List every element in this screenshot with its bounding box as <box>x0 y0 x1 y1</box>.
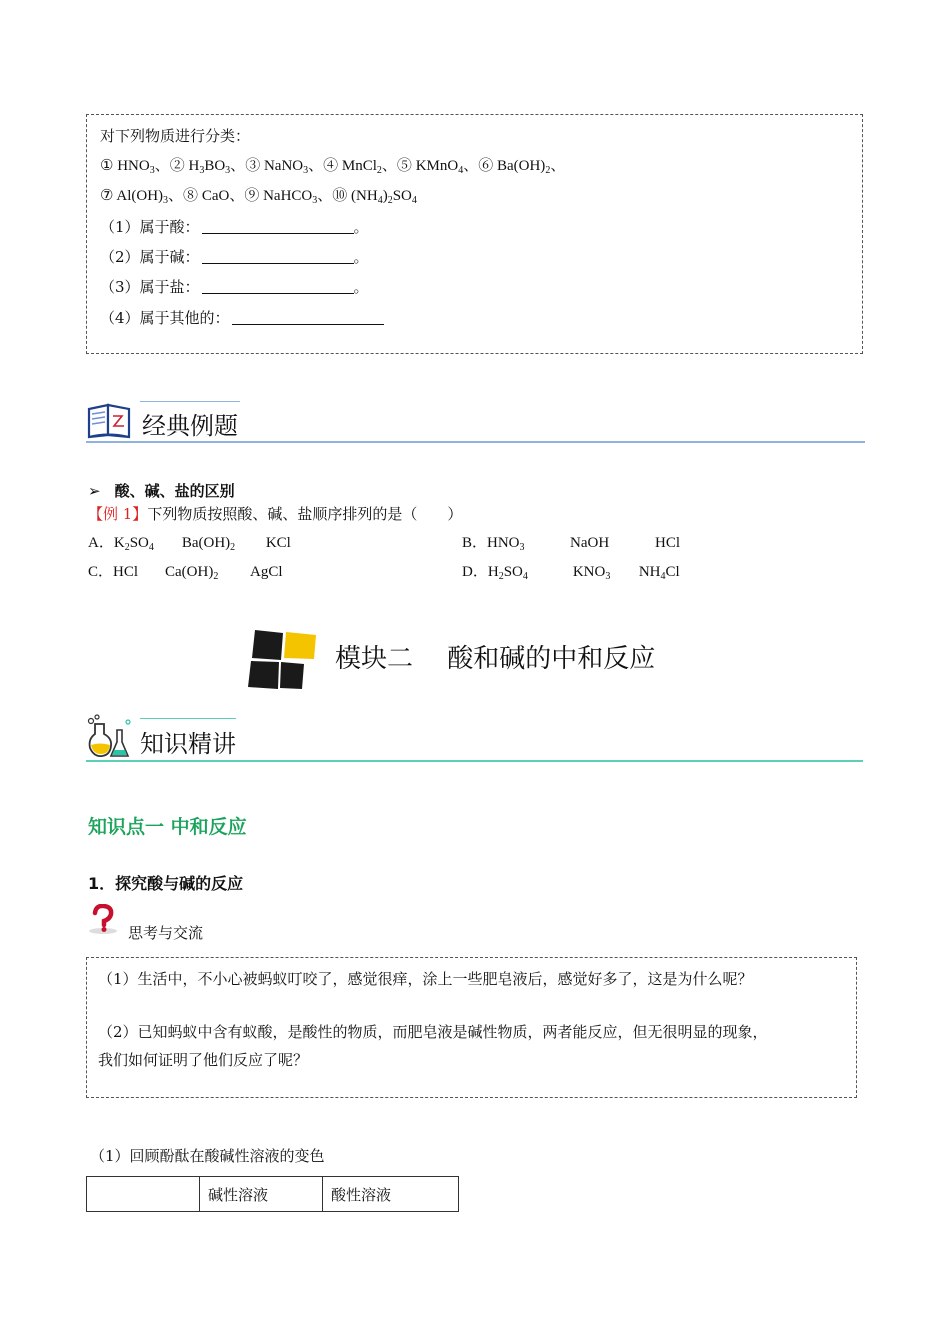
exercise-question-1: （1）属于酸： 。 <box>100 218 369 236</box>
exercise-items-line1 <box>100 156 565 176</box>
flask-icon <box>86 714 132 760</box>
answer-blank[interactable] <box>232 310 384 325</box>
knowledge-point-title: 知识点一 中和反应 <box>88 816 247 838</box>
option-A[interactable]: A．$K_2SO_4$ $Ba(OH)_2$ KCl <box>88 535 291 553</box>
exercise-items-line2 <box>100 186 417 206</box>
option-C[interactable]: C．HCl $Ca(OH)_2$ AgCl <box>88 564 283 582</box>
section-title-examples: 经典例题 <box>142 412 238 440</box>
substance-item: ① $HNO_3$、 <box>100 158 170 176</box>
subheading: 1．探究酸与碱的反应 <box>88 874 244 893</box>
book-icon <box>86 399 132 441</box>
review-title: （1）回顾酚酞在酸碱性溶液的变色 <box>90 1147 325 1165</box>
table-header-cell <box>87 1177 200 1212</box>
section-rule <box>86 441 865 443</box>
exercise-question-3: （3）属于盐： 。 <box>100 278 369 296</box>
exercise-question-2: （2）属于碱： 。 <box>100 248 369 266</box>
example-question: 【例 1】下列物质按照酸、碱、盐顺序排列的是（ ） <box>88 505 463 523</box>
section-title-overline <box>140 718 236 719</box>
substance-item: ⑧ CaO、 <box>183 188 245 204</box>
substance-item: ④ MnCl$_2$、 <box>323 158 397 176</box>
table-header-cell: 碱性溶液 <box>200 1177 323 1212</box>
discussion-question-2: （2）已知蚂蚁中含有蚁酸，是酸性的物质，而肥皂液是碱性物质，两者能反应，但无很明显的现象， <box>98 1023 768 1041</box>
table-header-cell: 酸性溶液 <box>323 1177 459 1212</box>
example-tag: 【例 1】 <box>88 505 148 523</box>
discussion-question-2-cont: 我们如何证明了他们反应了呢？ <box>98 1051 309 1069</box>
topic-heading: ➢ 酸、碱、盐的区别 <box>88 482 235 500</box>
indicator-table <box>86 1176 459 1212</box>
option-B[interactable]: B．$HNO_3$ NaOH HCl <box>462 535 681 553</box>
option-D[interactable]: D．$H_2SO_4$ $KNO_3$ $NH_4Cl$ <box>462 564 680 582</box>
table-row <box>87 1177 459 1212</box>
bullet-icon: ➢ <box>88 482 101 500</box>
substance-item: ⑦ $Al(OH)_3$、 <box>100 188 184 206</box>
substance-item: ② $H_3BO_3$、 <box>169 158 246 176</box>
section-title-overline <box>140 401 240 402</box>
answer-blank[interactable] <box>202 279 354 294</box>
answer-blank[interactable] <box>202 219 354 234</box>
question-mark-icon <box>86 904 122 936</box>
answer-blank[interactable] <box>202 249 354 264</box>
substance-item: ⑤ KMnO$_4$、 <box>396 158 479 176</box>
module-title: 模块二 酸和碱的中和反应 <box>335 644 656 674</box>
think-label: 思考与交流 <box>128 924 204 942</box>
module-blocks-icon <box>247 628 319 690</box>
substance-item: ⑩ $(NH_4)_2SO_4$ <box>332 188 417 206</box>
knowledge-rule <box>86 760 863 762</box>
substance-item: ③ NaNO$_3$、 <box>245 158 324 176</box>
substance-item: ⑥ $Ba(OH)_2$、 <box>478 158 566 176</box>
exercise-prompt: 对下列物质进行分类： <box>100 127 251 145</box>
discussion-question-1: （1）生活中，不小心被蚂蚁叮咬了，感觉很痒，涂上一些肥皂液后，感觉好多了，这是为什么呢？ <box>98 970 753 988</box>
substance-item: ⑨ NaHCO$_3$、 <box>244 188 333 206</box>
exercise-question-4: （4）属于其他的： <box>100 308 384 328</box>
section-title-knowledge: 知识精讲 <box>140 730 236 758</box>
